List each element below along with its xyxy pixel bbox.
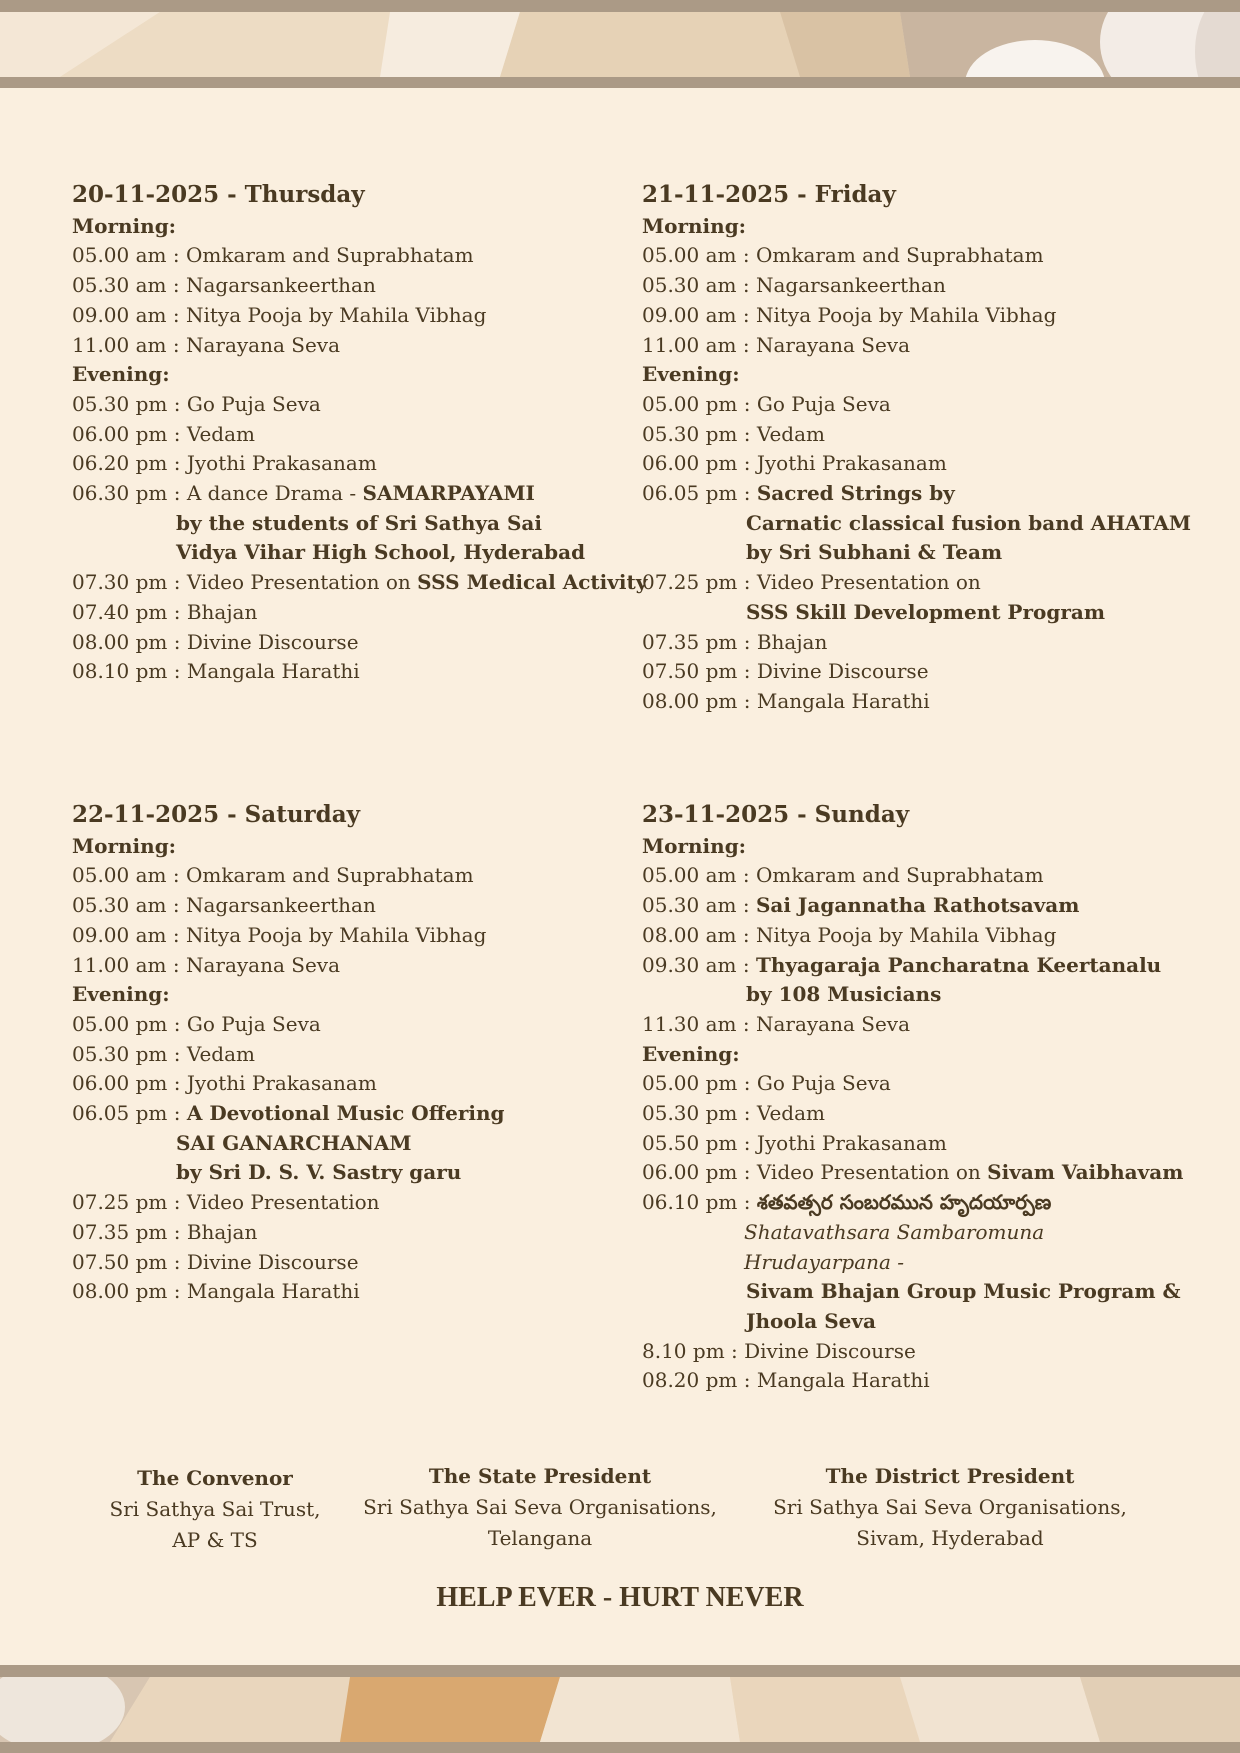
event-text: Vedam <box>756 1101 825 1126</box>
event-time: 07.35 pm : <box>642 629 751 654</box>
event-row <box>642 568 1191 598</box>
event-time: 08.00 am : <box>642 922 750 947</box>
signatory-convenor <box>90 1463 340 1556</box>
event-row <box>72 1040 505 1070</box>
event-time: 05.00 am : <box>642 863 750 888</box>
event-row <box>72 1099 505 1129</box>
day-title: 22-11-2025 - Saturday <box>72 801 361 828</box>
event-time: 08.00 pm : <box>72 629 181 654</box>
event-text: Nagarsankeerthan <box>755 273 946 298</box>
event-row <box>642 891 1183 921</box>
event-row <box>72 449 647 479</box>
event-row <box>72 628 647 658</box>
event-continuation: Vidya Vihar High School, Hyderabad <box>176 540 586 565</box>
event-time: 07.25 pm : <box>642 570 751 595</box>
event-row <box>642 628 1191 658</box>
event-continuation: by 108 Musicians <box>746 982 942 1007</box>
day-title: 23-11-2025 - Sunday <box>642 801 910 828</box>
event-row <box>72 1010 505 1040</box>
event-text: Nagarsankeerthan <box>185 893 376 918</box>
day-schedule-sunday <box>642 800 1183 1396</box>
signatory-state-president <box>360 1461 720 1554</box>
event-row <box>642 687 1191 717</box>
section-heading: Morning: <box>72 833 177 858</box>
event-highlight: Sivam Vaibhavam <box>987 1160 1184 1185</box>
event-time: 07.30 pm : <box>72 570 181 595</box>
event-time: 08.20 pm : <box>642 1368 751 1393</box>
event-text: Mangala Harathi <box>186 1279 360 1304</box>
event-text: Go Puja Seva <box>186 1011 321 1036</box>
day-title: 20-11-2025 - Thursday <box>72 181 365 208</box>
event-row <box>72 390 647 420</box>
event-text: Narayana Seva <box>755 1011 911 1036</box>
event-row <box>72 921 505 951</box>
event-time: 8.10 pm : <box>642 1338 738 1363</box>
signatory-org: Sri Sathya Sai Seva Organisations, <box>363 1495 717 1519</box>
event-row <box>642 301 1191 331</box>
section-heading: Evening: <box>72 362 170 387</box>
event-time: 06.30 pm : <box>72 481 181 506</box>
day-schedule-saturday <box>72 800 505 1307</box>
event-time: 09.00 am : <box>642 302 750 327</box>
event-time: 05.00 pm : <box>642 391 751 416</box>
event-text: Video Presentation on <box>756 570 981 595</box>
event-highlight: SAMARPAYAMI <box>362 481 535 506</box>
event-text: Vedam <box>186 1041 255 1066</box>
event-row <box>642 479 1191 509</box>
event-continuation: by Sri Subhani & Team <box>746 540 1003 565</box>
event-row <box>72 861 505 891</box>
event-row <box>72 1069 505 1099</box>
event-text: Narayana Seva <box>185 952 341 977</box>
event-time: 09.00 am : <box>72 302 180 327</box>
event-time: 05.30 pm : <box>72 1041 181 1066</box>
event-text: Divine Discourse <box>186 629 359 654</box>
event-row <box>72 568 647 598</box>
event-time: 05.30 pm : <box>642 1101 751 1126</box>
event-time: 08.00 pm : <box>72 1279 181 1304</box>
event-text: Nitya Pooja by Mahila Vibhag <box>185 922 487 947</box>
event-time: 05.30 pm : <box>642 421 751 446</box>
event-text: Nitya Pooja by Mahila Vibhag <box>755 302 1057 327</box>
event-row <box>72 331 647 361</box>
event-time: 11.30 am : <box>642 1011 750 1036</box>
event-time: 06.00 pm : <box>72 421 181 446</box>
event-row <box>72 479 647 509</box>
event-highlight: A Devotional Music Offering <box>186 1101 505 1126</box>
day-schedule-thursday <box>72 180 647 687</box>
event-text: Jyothi Prakasanam <box>186 1071 377 1096</box>
event-row <box>72 1188 505 1218</box>
event-time: 06.05 pm : <box>72 1101 181 1126</box>
event-row <box>642 241 1191 271</box>
event-row <box>642 1129 1183 1159</box>
event-continuation: by the students of Sri Sathya Sai <box>176 510 542 535</box>
event-text: Vedam <box>756 421 825 446</box>
event-row <box>72 301 647 331</box>
event-time: 05.30 am : <box>642 273 750 298</box>
event-row <box>72 271 647 301</box>
event-continuation: Sivam Bhajan Group Music Program & <box>746 1279 1181 1304</box>
event-row <box>642 1366 1183 1396</box>
event-row <box>642 1337 1183 1367</box>
event-row <box>642 331 1191 361</box>
event-time: 07.40 pm : <box>72 599 181 624</box>
event-text: Jyothi Prakasanam <box>756 1130 947 1155</box>
event-text: Nitya Pooja by Mahila Vibhag <box>185 302 487 327</box>
event-text: Bhajan <box>186 599 258 624</box>
event-row <box>642 861 1183 891</box>
event-time: 07.50 pm : <box>642 659 751 684</box>
event-text: Video Presentation on <box>756 1160 981 1185</box>
section-heading: Evening: <box>72 982 170 1007</box>
section-heading: Morning: <box>642 213 747 238</box>
signatory-role: The District President <box>825 1464 1075 1488</box>
event-time: 07.50 pm : <box>72 1249 181 1274</box>
event-row <box>642 1010 1183 1040</box>
event-text: Video Presentation on <box>186 570 411 595</box>
event-time: 05.00 pm : <box>72 1011 181 1036</box>
signatory-role: The State President <box>428 1464 652 1488</box>
event-row <box>642 1188 1183 1218</box>
event-time: 06.00 pm : <box>642 1160 751 1185</box>
event-time: 05.30 am : <box>72 893 180 918</box>
event-text: Narayana Seva <box>185 332 341 357</box>
event-continuation: Jhoola Seva <box>746 1308 876 1333</box>
event-time: 05.50 pm : <box>642 1130 751 1155</box>
event-row <box>642 390 1191 420</box>
signatory-org-line2: AP & TS <box>172 1528 258 1552</box>
event-continuation: Shatavathsara Sambaromuna <box>744 1219 1045 1244</box>
event-text: Jyothi Prakasanam <box>756 451 947 476</box>
event-row <box>642 1069 1183 1099</box>
event-row <box>72 1218 505 1248</box>
event-row <box>72 1277 505 1307</box>
event-text: Divine Discourse <box>744 1338 916 1363</box>
event-time: 05.00 am : <box>642 243 750 268</box>
event-time: 05.00 pm : <box>642 1071 751 1096</box>
event-text: Omkaram and Suprabhatam <box>755 243 1044 268</box>
event-row <box>642 271 1191 301</box>
signatory-district-president <box>770 1461 1130 1554</box>
signatory-org: Sri Sathya Sai Trust, <box>109 1497 321 1521</box>
event-text: Mangala Harathi <box>756 1368 930 1393</box>
bottom-decorative-band <box>0 1665 1240 1753</box>
event-time: 06.00 pm : <box>642 451 751 476</box>
event-text: Omkaram and Suprabhatam <box>185 243 474 268</box>
event-continuation: Hrudayarpana - <box>744 1249 905 1274</box>
event-text: Jyothi Prakasanam <box>186 451 377 476</box>
event-row <box>72 241 647 271</box>
petal-artwork <box>0 1677 1240 1742</box>
event-row <box>642 951 1183 981</box>
event-continuation: SSS Skill Development Program <box>746 599 1105 624</box>
signatory-org-line2: Sivam, Hyderabad <box>856 1526 1044 1550</box>
day-schedule-friday <box>642 180 1191 717</box>
event-text: A dance Drama - <box>186 481 357 506</box>
signatory-org-line2: Telangana <box>487 1526 593 1550</box>
event-time: 05.00 am : <box>72 863 180 888</box>
event-text: Mangala Harathi <box>186 659 360 684</box>
event-time: 11.00 am : <box>72 952 180 977</box>
event-row <box>72 420 647 450</box>
event-text: Nitya Pooja by Mahila Vibhag <box>755 922 1057 947</box>
section-heading: Evening: <box>642 1041 740 1066</box>
event-row <box>72 1248 505 1278</box>
event-highlight: శతవత్సర సంబరమున హృదయార్పణ <box>756 1190 1052 1215</box>
event-time: 06.10 pm : <box>642 1190 751 1215</box>
event-text: Bhajan <box>186 1219 258 1244</box>
event-text: Vedam <box>186 421 255 446</box>
event-time: 05.30 am : <box>72 273 180 298</box>
event-text: Bhajan <box>756 629 828 654</box>
event-time: 05.30 pm : <box>72 391 181 416</box>
event-highlight: SSS Medical Activity <box>417 570 648 595</box>
event-time: 09.30 am : <box>642 952 750 977</box>
event-continuation: Carnatic classical fusion band AHATAM <box>746 510 1191 535</box>
section-heading: Morning: <box>72 213 177 238</box>
event-row <box>642 449 1191 479</box>
petal-artwork <box>0 12 1240 77</box>
event-time: 05.30 am : <box>642 893 750 918</box>
event-row <box>642 1158 1183 1188</box>
event-text: Narayana Seva <box>755 332 911 357</box>
event-time: 05.00 am : <box>72 243 180 268</box>
event-text: Go Puja Seva <box>756 391 891 416</box>
event-text: Divine Discourse <box>756 659 929 684</box>
day-title: 21-11-2025 - Friday <box>642 181 896 208</box>
event-text: Video Presentation <box>186 1190 380 1215</box>
event-row <box>72 598 647 628</box>
event-text: Go Puja Seva <box>186 391 321 416</box>
event-text: Omkaram and Suprabhatam <box>185 863 474 888</box>
signatory-org: Sri Sathya Sai Seva Organisations, <box>773 1495 1127 1519</box>
event-time: 11.00 am : <box>642 332 750 357</box>
event-highlight: Sacred Strings by <box>756 481 955 506</box>
event-row <box>642 921 1183 951</box>
section-heading: Morning: <box>642 833 747 858</box>
event-row <box>72 891 505 921</box>
event-time: 11.00 am : <box>72 332 180 357</box>
event-highlight: Sai Jagannatha Rathotsavam <box>755 893 1080 918</box>
event-row <box>642 420 1191 450</box>
event-time: 08.00 pm : <box>642 688 751 713</box>
event-row <box>72 951 505 981</box>
event-text: Nagarsankeerthan <box>185 273 376 298</box>
event-highlight: Thyagaraja Pancharatna Keertanalu <box>755 952 1162 977</box>
event-text: Omkaram and Suprabhatam <box>755 863 1044 888</box>
event-row <box>642 657 1191 687</box>
top-decorative-band <box>0 0 1240 88</box>
section-heading: Evening: <box>642 362 740 387</box>
event-row <box>72 657 647 687</box>
event-time: 06.05 pm : <box>642 481 751 506</box>
event-text: Go Puja Seva <box>756 1071 891 1096</box>
event-continuation: SAI GANARCHANAM <box>176 1130 412 1155</box>
event-text: Mangala Harathi <box>756 688 930 713</box>
event-time: 09.00 am : <box>72 922 180 947</box>
event-time: 08.10 pm : <box>72 659 181 684</box>
signatory-role: The Convenor <box>137 1466 293 1490</box>
event-text: Divine Discourse <box>186 1249 359 1274</box>
motto: HELP EVER - HURT NEVER <box>436 1582 804 1613</box>
event-time: 07.35 pm : <box>72 1219 181 1244</box>
event-time: 07.25 pm : <box>72 1190 181 1215</box>
event-row <box>642 1099 1183 1129</box>
event-time: 06.20 pm : <box>72 451 181 476</box>
event-time: 06.00 pm : <box>72 1071 181 1096</box>
event-continuation: by Sri D. S. V. Sastry garu <box>176 1160 462 1185</box>
